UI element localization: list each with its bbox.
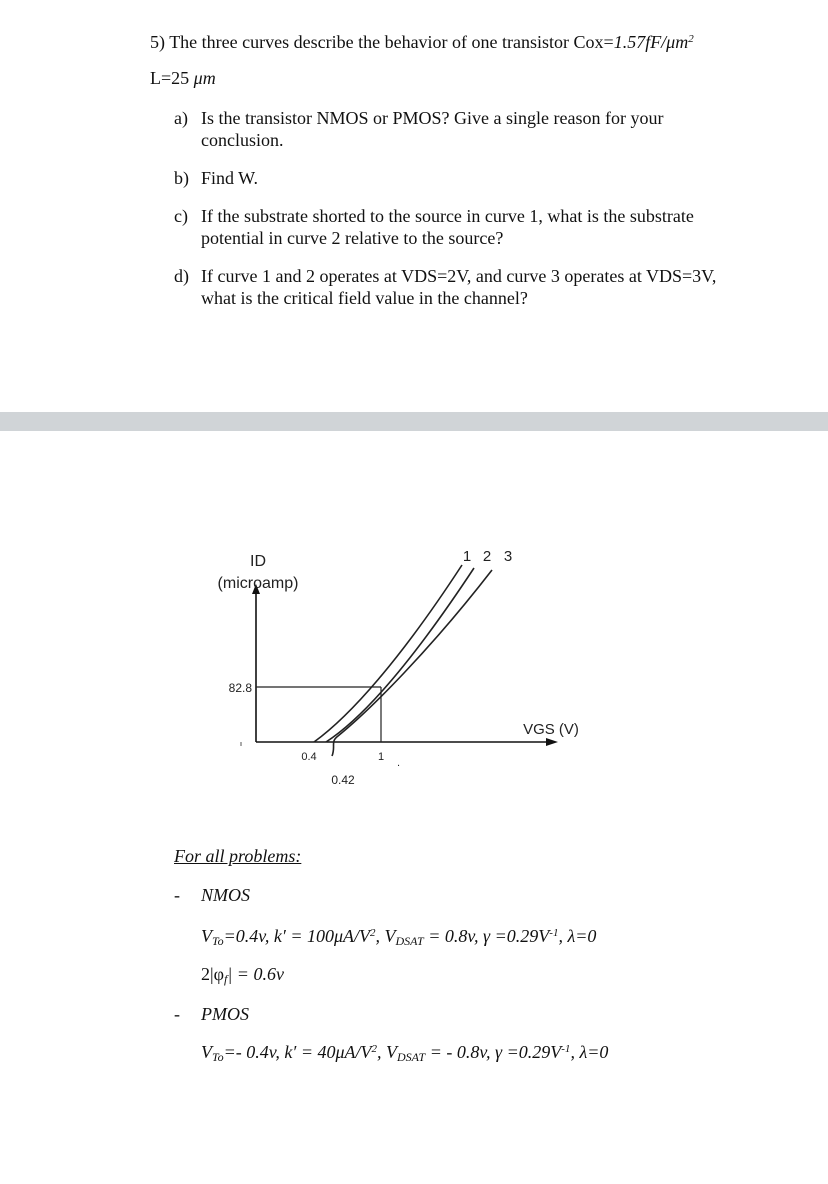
part-c-line1: If the substrate shorted to the source in curve 1, what is the substrate [201, 206, 694, 226]
y-axis-label-line2: (microamp) [217, 575, 299, 592]
part-d-line2: what is the critical field value in the channel? [201, 288, 528, 308]
question-text: The three curves describe the behavior of one transistor Cox= [169, 32, 614, 52]
question-title [150, 32, 694, 53]
nmos-phi-prefix: 2|φ [201, 964, 224, 984]
nmos-phi-sub: f [224, 972, 228, 986]
nmos-vdsat-value: = 0.8v, γ =0.29V [423, 926, 550, 946]
cox-value: 1.57fF/μm [613, 32, 689, 52]
nmos-params: $V_{To}=0.4v$, $k' = 100\mu A/V^2$, $V_{DSAT} = 0.8v$, $\gamma =0.29V^{-1}$, λ=0 [201, 926, 597, 948]
nmos-phi-suffix: | = 0.6v [227, 964, 284, 984]
pmos-gamma-exp: -1 [561, 1043, 571, 1055]
nmos-lambda: , λ=0 [558, 926, 597, 946]
curve-1-line [314, 565, 462, 742]
nmos-vto-sub: To [212, 934, 224, 948]
part-b [174, 168, 259, 189]
x-tick-0-4: 0.4 [301, 751, 317, 763]
pmos-vdsat-sub: DSAT [397, 1050, 426, 1064]
part-d-line1: If curve 1 and 2 operates at VDS=2V, and curve 3 operates at VDS=3V, [201, 266, 717, 286]
pmos-dash: - [174, 1004, 180, 1024]
cox-exponent: 2 [688, 33, 694, 45]
stray-dot: . [397, 757, 401, 769]
nmos-vto-value: =0.4v, k [223, 926, 282, 946]
pmos-k-prime: ′ [292, 1042, 297, 1062]
part-c-label: c) [174, 206, 188, 226]
curve-label-2: 2 [482, 548, 492, 565]
curve-label-3: 3 [503, 548, 513, 565]
channel-length [150, 68, 216, 89]
given-heading: For all problems: [174, 846, 302, 866]
part-b-label: b) [174, 168, 189, 188]
part-c-line2: potential in curve 2 relative to the source? [201, 228, 504, 248]
x-tick-1: 1 [377, 751, 385, 763]
nmos-k-value: = 100μA/V [285, 926, 370, 946]
pmos-title: PMOS [201, 1004, 249, 1024]
length-unit: μm [193, 68, 216, 88]
pmos-vto-sub: To [212, 1050, 224, 1064]
pmos-k-exp: 2 [371, 1043, 377, 1055]
curve-label-1: 1 [462, 548, 472, 565]
part-a-line1: Is the transistor NMOS or PMOS? Give a single reason for your [201, 108, 664, 128]
pmos-vdsat-value: = - 0.8v, γ =0.29V [425, 1042, 562, 1062]
curve-2-line [326, 568, 474, 742]
part-b-line1: Find W. [201, 168, 259, 188]
nmos-k-exp: 2 [370, 927, 376, 939]
part-a [174, 108, 664, 150]
part-d-label: d) [174, 266, 189, 286]
nmos-dash: - [174, 885, 180, 905]
pmos-vto-value: =- 0.4v, k [223, 1042, 293, 1062]
x-axis-label: VGS (V) [523, 721, 579, 738]
x-axis-arrow [546, 738, 558, 746]
part-a-line2: conclusion. [201, 130, 284, 150]
x-tick-0-42: 0.42 [331, 773, 355, 787]
curve-3-line [332, 570, 492, 756]
part-a-label: a) [174, 108, 188, 128]
part-c [174, 206, 694, 248]
nmos-gamma-exp: -1 [549, 927, 559, 939]
length-label: L=25 [150, 68, 190, 88]
nmos-vdsat-sub: DSAT [395, 934, 424, 948]
y-tick-82-8: 82.8 [228, 681, 252, 695]
nmos-title: NMOS [201, 885, 250, 905]
nmos-phi [201, 964, 284, 985]
y-axis-label-line1: ID [250, 553, 266, 570]
pmos-params: $V_{To}=-$ 0.4v, $k' = 40\mu A/V^2$, $V_{DSAT}$ = - 0.8v, $\gamma =0.29V^{-1}$, λ=0 [201, 1042, 609, 1064]
part-d [174, 266, 717, 308]
pmos-k-value: = 40μA/V [296, 1042, 372, 1062]
pmos-lambda: , λ=0 [570, 1042, 609, 1062]
page-divider [0, 412, 828, 431]
nmos-k-prime: ′ [281, 926, 286, 946]
question-number: 5) [150, 32, 165, 52]
id-vgs-chart [0, 520, 828, 820]
